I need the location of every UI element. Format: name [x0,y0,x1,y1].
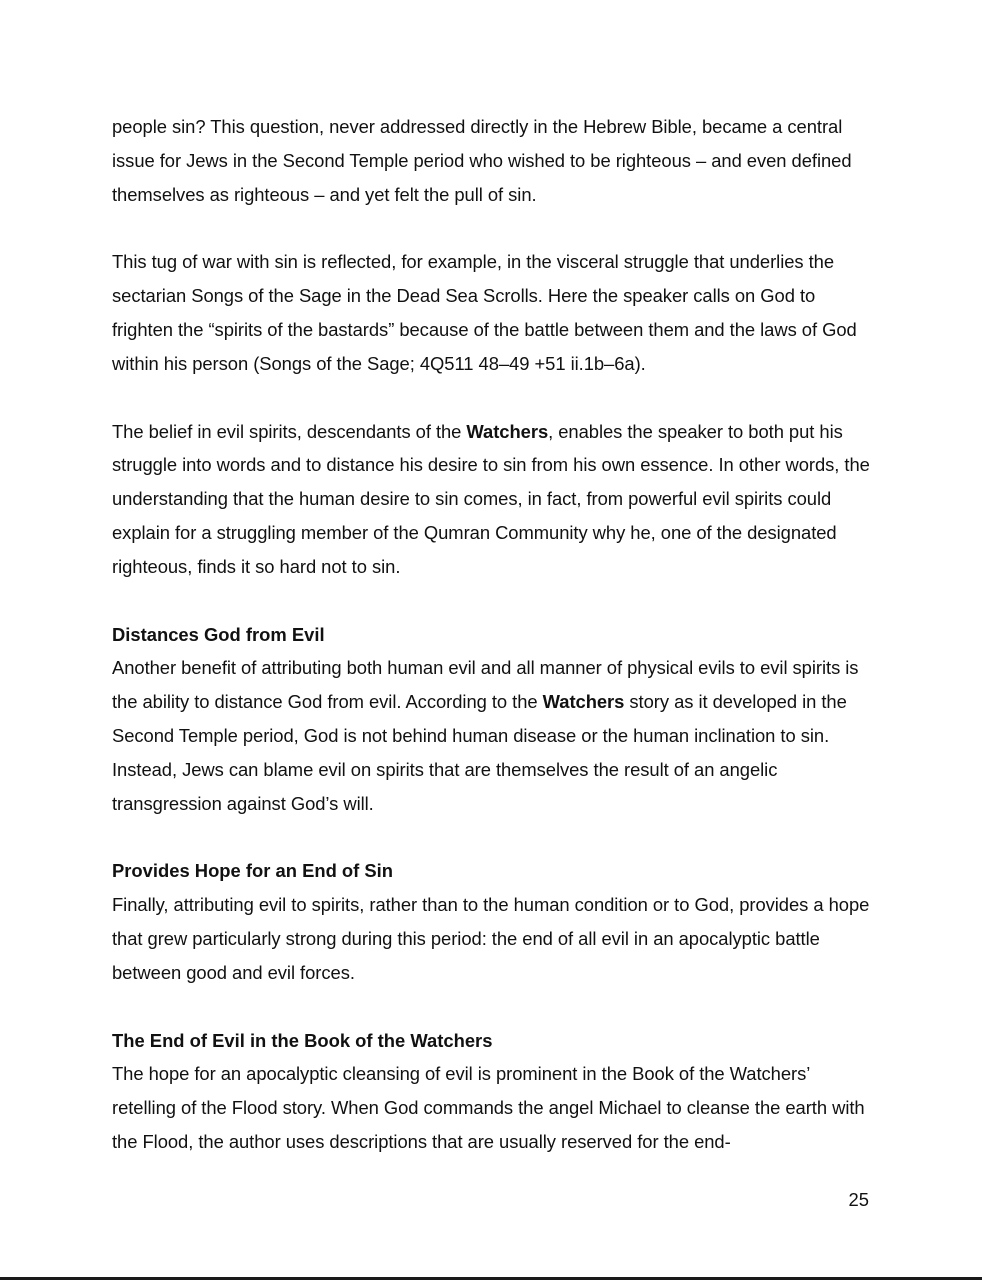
paragraph-tug-of-war: This tug of war with sin is reflected, for example, in the visceral struggle that underlies the sectarian Songs of the Sage in the Dead Sea Scrolls. Here the speaker calls on God to frighten the “spirits of the bastards” because of the battle between them and the laws of God within his person (Songs of the Sage; 4Q511 48–49 +51 ii.1b–6a). [112,251,857,374]
section-end-of-evil [112,1024,872,1159]
section-body: The hope for an apocalyptic cleansing of evil is prominent in the Book of the Watchers’ retelling of the Flood story. When God commands the angel Michael to cleanse the earth with the Flood, the author uses descriptions that are usually reserved for the end- [112,1063,865,1152]
section-body [112,651,872,820]
paragraph-belief-evil-spirits [112,415,872,584]
text-segment: story as it developed in the Second Temple period, God is not behind human disease or the human inclination to sin. Instead, Jews can blame evil on spirits that are themselves the result of an angelic transgression against God’s will. [112,691,847,814]
section-heading: The End of Evil in the Book of the Watchers [112,1029,493,1051]
paragraph-people-sin: people sin? This question, never addressed directly in the Hebrew Bible, became a central issue for Jews in the Second Temple period who wished to be righteous – and even defined themselves as righteous – and yet felt the pull of sin. [112,116,852,205]
section-heading: Provides Hope for an End of Sin [112,860,393,882]
section-body: Finally, attributing evil to spirits, rather than to the human condition or to God, provides a hope that grew particularly strong during this period: the end of all evil in an apocalyptic battle between good and evil forces. [112,894,870,983]
section-hope-end-of-sin [112,854,872,989]
text-segment: , enables the speaker to both put his struggle into words and to distance his desire to sin from his own essence. In other words, the understanding that the human desire to sin comes, in fact, from powerful evil spirits could explain for a struggling member of the Qumran Community why he, one of the designated righteous, finds it so hard not to sin. [112,420,870,577]
text-segment: Another benefit of attributing both human evil and all manner of physical evils to evil spirits is the ability to distance God from evil. According to the [112,657,859,713]
bold-term-watchers: Watchers [466,420,549,442]
page-number: 25 [848,1189,869,1210]
section-distances-god [112,618,872,821]
text-segment: The belief in evil spirits, descendants of the [112,420,467,442]
page-body [112,110,872,1159]
bold-term-watchers: Watchers [542,691,625,713]
section-heading: Distances God from Evil [112,623,325,645]
